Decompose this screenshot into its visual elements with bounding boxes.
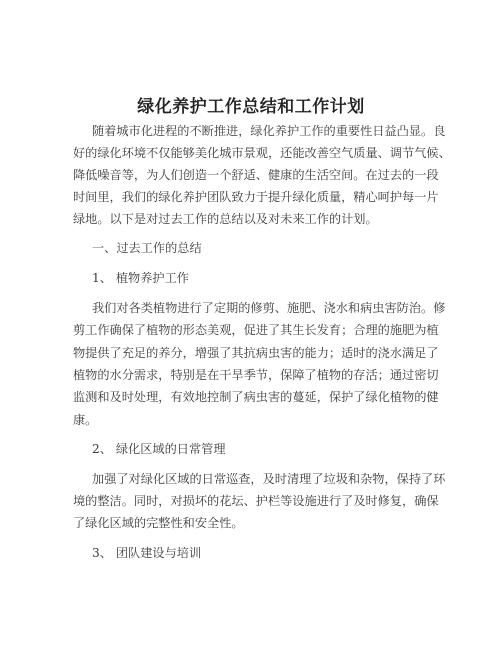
intro-line: 随着城市化进程的不断推进，绿化养护工作的重要性日益凸显。良 — [92, 124, 446, 138]
body-line: 了绿化区域的完整性和安全性。 — [73, 516, 244, 530]
body-line: 植物的水分需求，特别是在干旱季节，保障了植物的存活；通过密切 — [73, 368, 439, 382]
intro-line: 降低噪音等，为人们创造一个舒适、健康的生活空间。在过去的一段 — [73, 168, 439, 182]
document-title: 绿化养护工作总结和工作计划 — [137, 97, 365, 117]
intro-line: 时间里，我们的绿化养护团队致力于提升绿化质量，精心呵护每一片 — [73, 190, 439, 204]
intro-line: 好的绿化环境不仅能够美化城市景观，还能改善空气质量、调节气候、 — [73, 146, 451, 160]
body-line: 境的整洁。同时，对损坏的花坛、护栏等设施进行了及时修复，确保 — [73, 494, 439, 508]
item-heading: 2、 绿化区域的日常管理 — [92, 442, 226, 456]
body-line: 我们对各类植物进行了定期的修剪、施肥、浇水和病虫害防治。修 — [92, 301, 446, 315]
item-heading: 1、 植物养护工作 — [92, 271, 189, 285]
body-line: 康。 — [73, 413, 98, 427]
body-line: 监测和及时处理，有效地控制了病虫害的蔓延，保护了绿化植物的健 — [73, 390, 439, 404]
intro-line: 绿地。以下是对过去工作的总结以及对未来工作的计划。 — [73, 212, 378, 226]
body-line: 剪工作确保了植物的形态美观，促进了其生长发育；合理的施肥为植 — [73, 323, 439, 337]
body-line: 加强了对绿化区域的日常巡查，及时清理了垃圾和杂物，保持了环 — [92, 472, 446, 486]
body-line: 物提供了充足的养分，增强了其抗病虫害的能力；适时的浇水满足了 — [73, 346, 439, 360]
section-heading: 一、过去工作的总结 — [92, 241, 202, 255]
item-heading: 3、 团队建设与培训 — [92, 546, 202, 560]
